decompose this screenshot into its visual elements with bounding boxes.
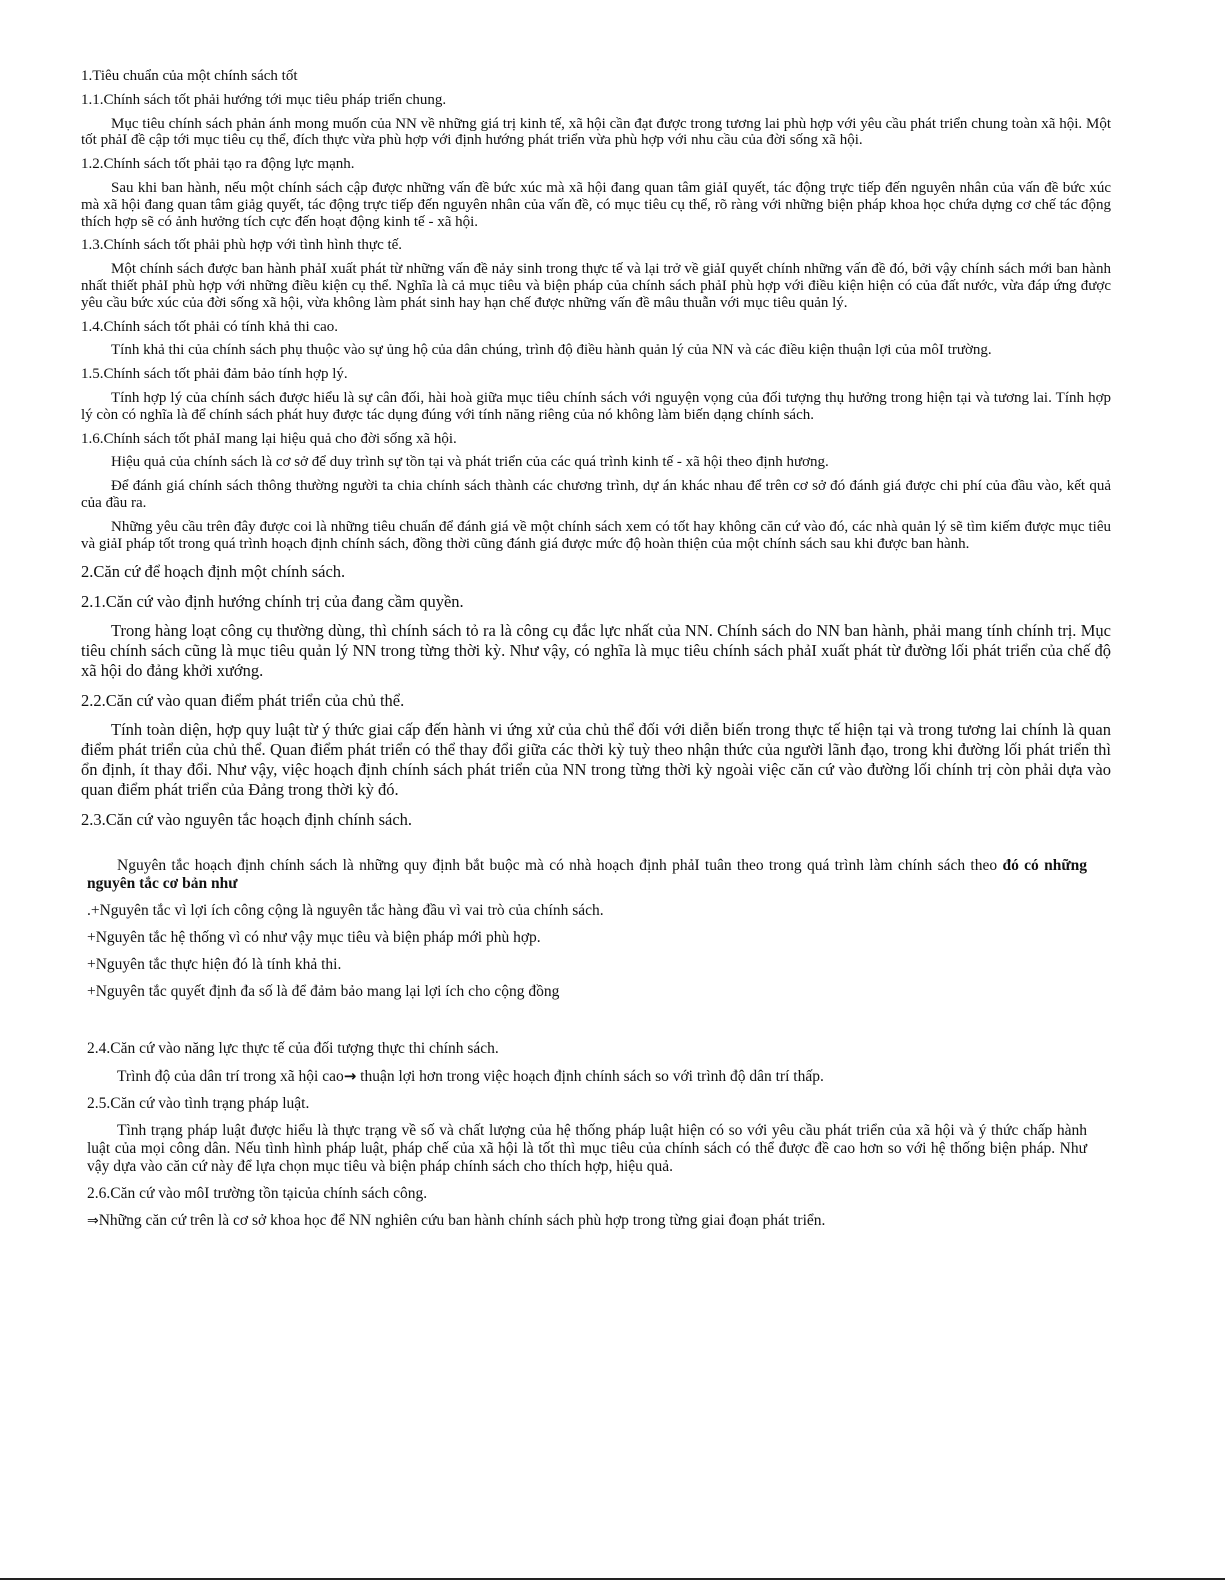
section-2-3-body [81,830,1087,1230]
paragraph-2-3-bold: đó có những nguyên tắc cơ bản như [87,857,1088,893]
principle-item-4: +Nguyên tắc quyết định đa số là để đảm bảo mang lại lợi ích cho cộng đồng [87,983,560,1001]
principle-item-3: +Nguyên tắc thực hiện đó là tính khả thi. [87,956,342,974]
paragraph-2-5: Tình trạng pháp luật được hiểu là thực trạng về số và chất lượng của hệ thống pháp luật hiện có so với yêu cầu phát triển của xã hội và ý thức chấp hành luật của mọi công dân. Nếu tình hình pháp luật, pháp chế của xã hội là tốt thì mục tiêu của chính sách có thể được đề cao hơn so với hệ thống biện pháp. Như vậy dựa vào căn cứ này để lựa chọn mục tiêu và biện pháp chính sách cho thích hợp, hiệu quả. [87,1122,1087,1176]
heading-1-6: 1.6.Chính sách tốt phảI mang lại hiệu quả cho đời sống xã hội. [81,430,457,447]
paragraph-2-3-text: Nguyên tắc hoạch định chính sách là những quy định bắt buộc mà có nhà hoạch định phảI tuân theo trong quá trình làm chính sách theo [117,857,1003,875]
section-1 [81,68,1111,552]
page-bottom-rule [0,1578,1225,1580]
paragraph-1-3: Một chính sách được ban hành phảI xuất phát từ những vấn đề nảy sinh trong thực tế và lại trở về giảI quyết chính những vấn đề đó, bởi vậy chính sách mới ban hành nhất thiết phảI phù hợp với những điều kiện cụ thể. Nghĩa là cả mục tiêu và biện pháp của chính sách phảI phù hợp với điều kiện hiện có của đất nước, vừa đáp ứng được yêu cầu bức xúc của đời sống xã hội, vừa không làm phát sinh hay hạn chế được những vấn đề mâu thuẫn với mục tiêu quản lý. [81,261,1111,311]
paragraph-1-4: Tính khả thi của chính sách phụ thuộc vào sự ủng hộ của dân chúng, trình độ điều hành quản lý của NN và các điều kiện thuận lợi của môI trường. [111,342,992,359]
heading-1-2: 1.2.Chính sách tốt phải tạo ra động lực mạnh. [81,156,355,173]
paragraph-2-1: Trong hàng loạt công cụ thường dùng, thì chính sách tỏ ra là công cụ đắc lực nhất của NN. Chính sách do NN ban hành, phải mang tính chính trị. Mục tiêu chính sách cũng là mục tiêu quản lý NN trong từng thời kỳ. Như vậy, có nghĩa là mục tiêu chính sách phảI xuất phát từ đường lối phát triển của chế độ xã hội do đảng khởi xướng. [81,621,1111,681]
paragraph-1-6c: Những yêu cầu trên đây được coi là những tiêu chuẩn để đánh giá về một chính sách xem có tốt hay không căn cứ vào đó, các nhà quản lý sẽ tìm kiếm được mục tiêu và giảI pháp tốt trong quá trình hoạch định chính sách, đồng thời cũng đánh giá được mức độ hoàn thiện của một chính sách sau khi được ban hành. [81,518,1111,552]
section-2 [81,562,1111,830]
paragraph-1-2: Sau khi ban hành, nếu một chính sách cập được những vấn đề bức xúc mà xã hội đang quan tâm giảI quyết, tác động trực tiếp đến nguyên nhân của vấn đề bức xúc mà xã hội đang quan tâm giảg quyết, tác động trực tiếp đến nguyên nhân của vấn đề, có mục tiêu cụ thể, rõ ràng với những biện pháp khoa học chứa dựng cơ chế tác động thích hợp sẽ có ảnh hưởng tích cực đến hoạt động kinh tế - xã hội. [81,179,1111,230]
heading-2-2: 2.2.Căn cứ vào quan điểm phát triển của chủ thể. [81,691,405,711]
principle-item-1: .+Nguyên tắc vì lợi ích công cộng là nguyên tắc hàng đầu vì vai trò của chính sách. [87,902,604,920]
paragraph-2-3 [87,857,1087,893]
paragraph-1-1: Mục tiêu chính sách phản ánh mong muốn của NN về những giá trị kinh tế, xã hội cần đạt được trong tương lai phù hợp với yêu cầu phát triển chung toàn xã hội. Một tốt phảI đề cập tới mục tiêu cụ thể, đích thực vừa phù hợp với định hướng phát triển vừa phù hợp với nhu cầu của đời sống xã hội. [81,115,1111,149]
heading-2-4: 2.4.Căn cứ vào năng lực thực tế của đối tượng thực thi chính sách. [87,1040,499,1058]
paragraph-2-6 [87,1212,1087,1230]
paragraph-2-6-text: Những căn cứ trên là cơ sở khoa học để NN nghiên cứu ban hành chính sách phù hợp trong từng giai đoạn phát triển. [98,1212,826,1230]
heading-1-1: 1.1.Chính sách tốt phải hướng tới mục tiêu pháp triển chung. [81,91,447,108]
heading-1-5: 1.5.Chính sách tốt phải đảm bảo tính hợp lý. [81,366,348,383]
document-page [81,68,1111,1230]
paragraph-1-6b: Để đánh giá chính sách thông thường người ta chia chính sách thành các chương trình, dự án khác nhau để trên cơ sở đó đánh giá được chi phí của đầu vào, kết quả của đầu ra. [81,478,1111,511]
paragraph-1-6a: Hiệu quả của chính sách là cơ sở để duy trình sự tồn tại và phát triển của các quá trình kinh tế - xã hội theo định hương. [111,454,829,471]
paragraph-2-4 [87,1067,1087,1086]
heading-2-5: 2.5.Căn cứ vào tình trạng pháp luật. [87,1095,310,1113]
double-arrow-icon: ⇒ [87,1213,99,1230]
heading-1-3: 1.3.Chính sách tốt phải phù hợp với tình hình thực tế. [81,237,403,254]
heading-2: 2.Căn cứ để hoạch định một chính sách. [81,562,346,582]
paragraph-2-4-pre: Trình độ của dân trí trong xã hội cao [117,1068,344,1086]
paragraph-2-2: Tính toàn diện, hợp quy luật từ ý thức giai cấp đến hành vi ứng xử của chủ thể đối với diễn biến trong thực tế hiện tại và trong tương lai chính là quan điểm phát triển của chủ thể. Quan điểm phát triển có thể thay đổi giữa các thời kỳ tuỳ theo nhận thức của người lãnh đạo, trong khi đường lối phát triển thì ổn định, ít thay đổi. Như vậy, việc hoạch định chính sách phát triển của NN trong từng thời kỳ ngoài việc căn cứ vào đường lối chính trị còn phải dựa vào quan điểm phát triển của Đảng trong thời kỳ đó. [81,720,1111,800]
paragraph-1-5: Tính hợp lý của chính sách được hiểu là sự cân đối, hài hoà giữa mục tiêu chính sách với nguyện vọng của đối tượng thụ hưởng trong hiện tại và tương lai. Tính hợp lý còn có nghĩa là để chính sách phát huy được tác dụng đúng với tính năng riêng của nó không làm biến dạng chính sách. [81,389,1111,423]
heading-2-6: 2.6.Căn cứ vào môI trường tồn tạicủa chính sách công. [87,1185,428,1203]
heading-2-1: 2.1.Căn cứ vào định hướng chính trị của đang cầm quyền. [81,592,464,612]
heading-1: 1.Tiêu chuẩn của một chính sách tốt [81,68,298,84]
principle-item-2: +Nguyên tắc hệ thống vì có như vậy mục tiêu và biện pháp mới phù hợp. [87,929,541,947]
paragraph-2-4-post: thuận lợi hơn trong việc hoạch định chính sách so với trình độ dân trí thấp. [356,1068,824,1086]
heading-2-3: 2.3.Căn cứ vào nguyên tắc hoạch định chính sách. [81,810,413,830]
heading-1-4: 1.4.Chính sách tốt phải có tính khả thi cao. [81,318,339,335]
right-arrow-icon: → [343,1067,357,1086]
